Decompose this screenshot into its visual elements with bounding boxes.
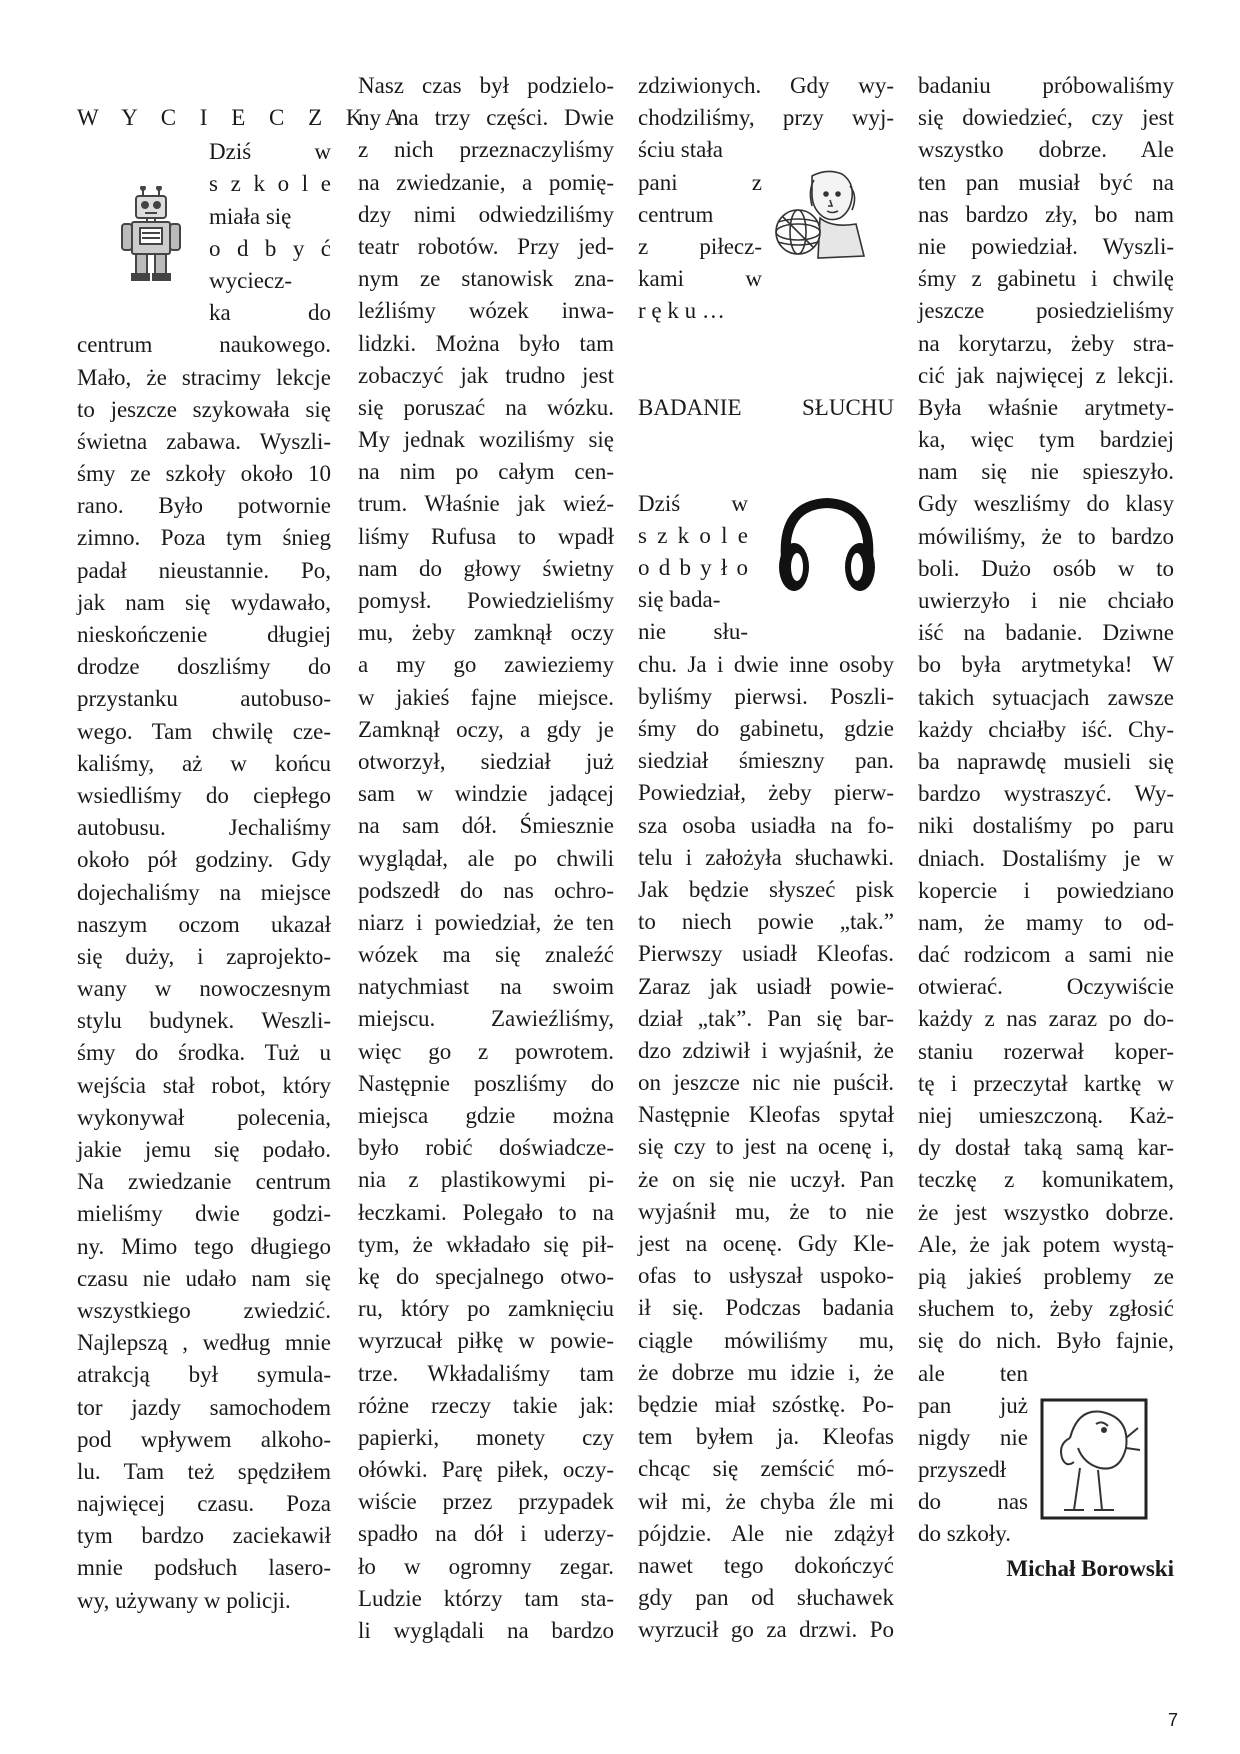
text-line: wyrzucał piłkę w powie- [358,1328,614,1354]
text-line: do nas [918,1489,1028,1515]
text-line: staniu rozerwał koper- [918,1038,1174,1064]
text-line: wiście przez przypadek [358,1489,614,1515]
article1-col1-body [77,329,331,1617]
text-line: ofas to usłyszał uspoko- [638,1263,894,1289]
text-line: lidzki. Można było tam [358,330,614,356]
text-line: że dobrze mu idzie i, że [638,1359,894,1385]
text-line: ściu stała [638,137,723,163]
text-line: ten pan musiał być na [918,169,1174,195]
text-line: Gdy weszliśmy do klasy [918,491,1174,517]
text-line: nas bardzo zły, bo nam [918,201,1174,227]
text-line: sza osoba usiadła na fo- [638,812,894,838]
text-line: pomysł. Powiedzieliśmy [358,588,614,613]
text-line: śmy z gabinetu i chwilę [918,266,1174,292]
text-line: się duży, i zaprojekto- [77,943,331,969]
text-line: śmy do środka. Tuż u [77,1040,331,1066]
text-line: więc go z powrotem. [358,1038,614,1064]
text-line: boli. Dużo osób w to [918,555,1174,581]
text-line: jakie jemu się podało. [77,1137,331,1162]
text-line: zdziwionych. Gdy wy- [638,73,894,98]
text-line: nia z plastikowymi pi- [358,1167,614,1193]
text-line: jeszcze posiedzieliśmy [918,298,1174,324]
astronomer-globe-icon [772,166,872,266]
text-line: teatr robotów. Przy jed- [358,233,614,259]
headphones-icon [772,495,882,595]
text-line: Dziś w [638,490,748,516]
column-4 [918,70,1174,1585]
text-line: miejscu. Zawieźliśmy, [358,1006,614,1032]
text-line: słuchem to, żeby zgłosić [918,1296,1174,1322]
sketch-figure-icon [1040,1398,1148,1520]
article2-wrap-text [918,1358,1028,1551]
text-line: teczkę z komunikatem, [918,1167,1174,1193]
column-3 [638,70,894,1646]
text-line: Nasz czas był podzielo- [358,73,614,98]
text-line: mu, żeby zamknął oczy [358,620,614,646]
intro-wrap [209,136,331,329]
text-line: Powiedział, żeby pierw- [638,780,894,806]
text-line: mnie podsłuch lasero- [77,1555,331,1581]
text-line: wyrzucił go za drzwi. Po [638,1617,894,1643]
text-line: atrakcją był symula- [77,1362,331,1388]
text-line: otworzył, siedział już [358,748,614,774]
text-line: z nich przeznaczyliśmy [358,137,614,163]
text-line: dać rodzicom a sami nie [918,942,1174,968]
text-line: nam, że mamy to od- [918,909,1174,935]
text-line: każdy chciałby iść. Chy- [918,716,1174,742]
text-line: wyjaśnił mu, że to nie [638,1198,894,1224]
text-line: siedział śmieszny pan. [638,748,894,774]
text-line: chodziliśmy, przy wyj- [638,105,894,131]
text-line: ru, który po zamknięciu [358,1296,614,1322]
text-line: centrum [638,201,714,227]
text-line: Dziś w [209,139,331,165]
text-line: było robić doświadcze- [358,1135,614,1161]
text-line: Następnie Kleofas spytał [638,1102,894,1128]
text-line: a my go zawieziemy [358,652,614,678]
text-line: leźliśmy wózek inwa- [358,298,614,324]
text-line: wyciecz- [209,267,292,293]
text-line: bo była arytmetyka! W [918,652,1174,678]
text-line: centrum naukowego. [77,332,331,358]
text-line: Następnie poszliśmy do [358,1070,614,1096]
author-name: Michał Borowski [1006,1555,1174,1581]
text-line: s z k o l e [638,522,748,548]
text-line: nym ze stanowisk zna- [358,266,614,292]
text-line: niarz i powiedział, że ten [358,909,614,935]
article1-col2-body [358,70,614,1647]
column-2 [358,70,614,1647]
text-line: kę do specjalnego otwo- [358,1263,614,1289]
text-line: Na zwiedzanie centrum [77,1169,331,1195]
text-line: tę i przeczytał kartkę w [918,1070,1174,1096]
article2-col3-body [638,649,894,1647]
text-line: wszystkiego zwiedzić. [77,1297,331,1323]
text-line: nigdy nie [918,1424,1028,1450]
sketch-illustration [1040,1398,1148,1520]
text-line: ił się. Podczas badania [638,1295,894,1321]
text-line: dy dostał taką samą kar- [918,1135,1174,1161]
text-line: śmy do gabinetu, gdzie [638,716,894,741]
text-line: łeczkami. Polegało to na [358,1199,614,1225]
text-line: dniach. Dostaliśmy je w [918,845,1174,871]
text-line: ołówki. Parę piłek, oczy- [358,1457,614,1483]
text-line: o d b y ł o [638,555,748,581]
text-line: nawet tego dokończyć [638,1552,894,1578]
text-line: wyglądał, ale po chwili [358,845,614,871]
text-line: cić jak najwięcej z lekcji. [918,362,1174,388]
text-line: wykonywał polecenia, [77,1104,331,1130]
text-line: rano. Było potwornie [77,493,331,519]
text-line: spadło na dół i uderzy- [358,1521,614,1547]
text-line: tym, że wkładało się pił- [358,1231,614,1257]
text-line: się bada- [638,587,721,613]
robot-icon [118,186,184,282]
text-line: czasu nie udało nam się [77,1265,331,1291]
text-line: naszym oczom ukazał [77,911,331,937]
text-line: Pierwszy usiadł Kleofas. [638,941,894,967]
text-line: tym bardzo zaciekawił [77,1523,331,1549]
robot-illustration [118,186,184,282]
text-line: pan już [918,1392,1028,1418]
text-line: takich sytuacjach zawsze [918,684,1174,710]
text-line: zimno. Poza tym śnieg [77,525,331,551]
text-line: stylu budynek. Weszli- [77,1008,331,1034]
text-line: Zaraz jak usiadł powie- [638,973,894,999]
text-line: podszedł do nas ochro- [358,877,614,903]
text-line: wózek ma się znaleźć [358,942,614,968]
text-line: wego. Tam chwilę cze- [77,718,331,744]
text-line: ba naprawdę musieli się [918,748,1174,774]
article2-intro [638,488,748,649]
text-line: r ę k u … [638,298,725,324]
text-line: badaniu próbowaliśmy [918,73,1174,98]
text-line: przystanku autobuso- [77,686,331,712]
text-line: z piłecz- [638,233,762,259]
text-line: się poruszać na wózku. [358,394,614,420]
text-line: mówiliśmy, że to bardzo [918,523,1174,549]
text-line: będzie miał szóstkę. Po- [638,1391,894,1417]
text-line: Ale, że jak potem wystą- [918,1231,1174,1257]
text-line: on jeszcze nic nie puścił. [638,1070,894,1096]
column-1 [77,70,411,1617]
text-line: niej umieszczoną. Każ- [918,1103,1174,1128]
text-line: papierki, monety czy [358,1424,614,1450]
text-line: Mało, że stracimy lekcje [77,364,331,390]
text-line: Zamknął oczy, a gdy je [358,716,614,742]
text-line: tor jazdy samochodem [77,1394,331,1420]
text-line: dzy nimi odwiedziliśmy [358,201,614,227]
text-line: kaliśmy, aż w końcu [77,750,331,776]
headphones-illustration [772,495,882,595]
text-line: pod wpływem alkoho- [77,1426,331,1452]
text-line: wsiedliśmy do ciepłego [77,782,331,808]
text-line: liśmy Rufusa to wpadł [358,523,614,549]
text-line: w jakieś fajne miejsce. [358,684,614,710]
text-line: miejsca gdzie można [358,1103,614,1128]
text-line: My jednak woziliśmy się [358,427,614,453]
text-line: wszystko dobrze. Ale [918,137,1174,163]
text-line: drodze doszliśmy do [77,654,331,680]
text-line: chu. Ja i dwie inne osoby [638,651,894,677]
text-line: s z k o l e [209,171,331,197]
text-line: tem byłem ja. Kleofas [638,1424,894,1450]
text-line: się do nich. Było fajnie, [918,1328,1174,1354]
text-line: pójdzie. Ale nie zdążył [638,1520,894,1546]
text-line: różne rzeczy takie jak: [358,1392,614,1418]
text-line: do szkoły. [918,1521,1012,1547]
text-line: wany w nowoczesnym [77,976,331,1002]
text-line: otwierać. Oczywiście [918,974,1174,1000]
text-line: trze. Wkładaliśmy tam [358,1360,614,1386]
text-line: sam w windzie jadącej [358,781,614,807]
text-line: autobusu. Jechaliśmy [77,815,331,841]
article-title-wycieczka: W Y C I E C Z K A [77,105,411,130]
text-line: się czy to jest na ocenę i, [638,1134,894,1160]
article-title-badanie-sluchu: BADANIE SŁUCHU [638,394,894,420]
astronomer-illustration [772,166,872,266]
text-line: chcąc się zemścić mó- [638,1456,894,1482]
text-line: niki dostaliśmy po paru [918,813,1174,839]
text-line: pani z [638,169,762,195]
text-line: li wyglądali na bardzo [358,1618,614,1643]
text-line: około pół godziny. Gdy [77,847,331,873]
text-line: uwierzyło i nie chciało [918,588,1174,613]
text-line: Najlepszą , według mnie [77,1330,331,1356]
text-line: iść na badanie. Dziwne [918,620,1174,646]
text-line: każdy z nas zaraz po do- [918,1006,1174,1032]
text-line: nam do głowy świetny [358,555,614,581]
text-line: nieskończenie długiej [77,622,331,647]
text-line: byliśmy pierwsi. Poszli- [638,683,894,709]
text-line: śmy ze szkoły około 10 [77,461,331,487]
text-line: kami w [638,266,762,292]
text-line: wy, używany w policji. [77,1587,291,1613]
text-line: padał nieustannie. Po, [77,557,331,583]
text-line: ka do [209,300,331,326]
text-line: nam się nie spieszyło. [918,459,1174,485]
text-line: kopercie i powiedziano [918,877,1174,903]
text-line: zobaczyć jak trudno jest [358,362,614,388]
text-line: o d b y ć [209,235,331,261]
text-line: ny na trzy części. Dwie [358,105,614,131]
text-line: jest na ocenę. Gdy Kle- [638,1231,894,1256]
text-line: Ludzie którzy tam sta- [358,1585,614,1611]
text-line: na nim po całym cen- [358,459,614,485]
text-line: trum. Właśnie jak wieź- [358,491,614,517]
text-line: ło w ogromny zegar. [358,1553,614,1579]
text-line: gdy pan od słuchawek [638,1585,894,1611]
text-line: ale ten [918,1360,1028,1386]
page-number: 7 [1167,1710,1178,1730]
text-line: ciągle mówiliśmy mu, [638,1327,894,1353]
text-line: bardzo wystraszyć. Wy- [918,781,1174,807]
text-line: pią jakieś problemy ze [918,1263,1174,1289]
text-line: na sam dół. Śmiesznie [358,813,614,839]
text-line: Jak będzie słyszeć pisk [638,876,894,902]
text-line: się dowiedzieć, czy jest [918,105,1174,131]
text-line: dział „tak”. Pan się bar- [638,1005,894,1031]
text-line: mieliśmy dwie godzi- [77,1201,331,1227]
text-line: ny. Mimo tego długiego [77,1233,331,1259]
text-line: ka, więc tym bardziej [918,427,1174,453]
text-line: nie powiedział. Wyszli- [918,233,1174,259]
text-line: że jest wszystko dobrze. [918,1199,1174,1225]
text-line: jak nam się wydawało, [77,589,331,615]
text-line: najwięcej czasu. Poza [77,1491,331,1517]
text-line: lu. Tam też spędziłem [77,1458,331,1484]
text-line: miała się [209,203,292,229]
text-line: dzo zdziwił i wyjaśnił, że [638,1037,894,1063]
article2-col4-body [918,70,1174,1358]
text-line: świetna zabawa. Wyszli- [77,428,331,454]
text-line: przyszedł [918,1457,1007,1483]
article1-wrap-text [638,134,762,327]
text-line: natychmiast na swoim [358,974,614,1000]
text-line: że on się nie uczył. Pan [638,1166,894,1192]
text-line: wił mi, że chyba źle mi [638,1488,894,1514]
text-line: na zwiedzanie, a pomię- [358,169,614,195]
text-line: wejścia stał robot, który [77,1072,331,1098]
text-line: nie słu- [638,619,748,645]
text-line: na korytarzu, żeby stra- [918,330,1174,356]
text-line: dojechaliśmy na miejsce [77,879,331,905]
text-line: telu i założyła słuchawki. [638,844,894,870]
text-line: Była właśnie arytmety- [918,394,1174,420]
text-line: to jeszcze szykowała się [77,396,331,422]
text-line: to niech powie „tak.” [638,909,894,935]
